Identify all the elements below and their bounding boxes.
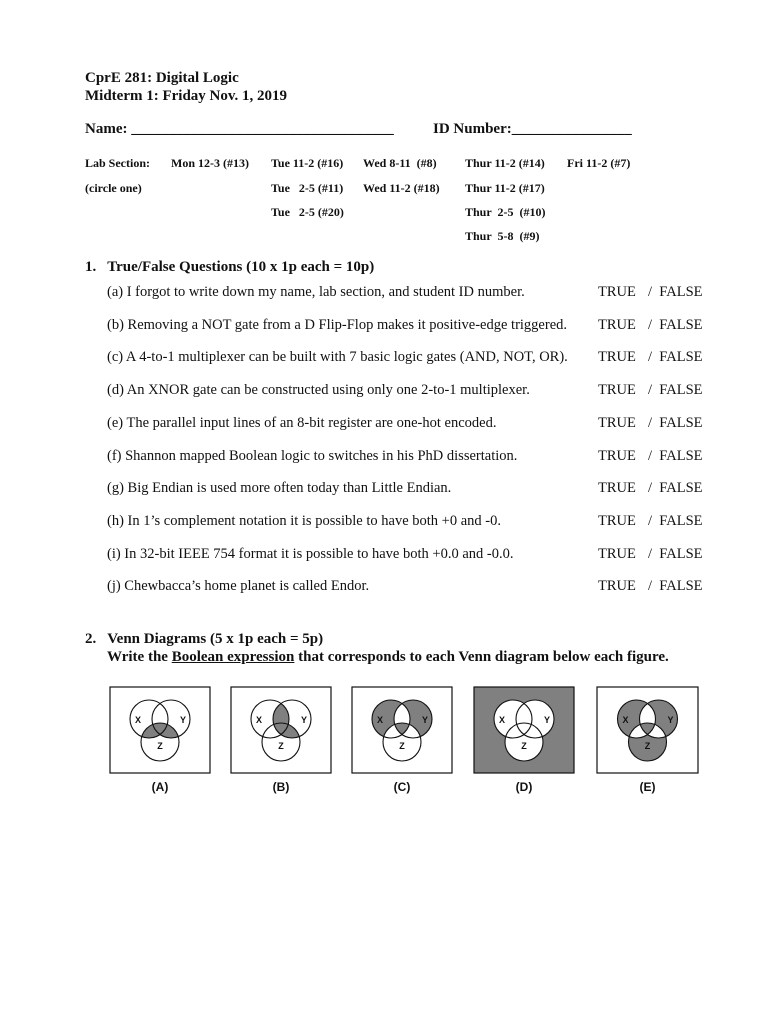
- tf-question-text: (f) Shannon mapped Boolean logic to switches in his PhD dissertation.: [107, 448, 518, 464]
- lab-slot: Thur 11-2 (#17): [465, 181, 545, 195]
- false-option[interactable]: / FALSE: [648, 480, 703, 496]
- true-option[interactable]: TRUE: [598, 349, 636, 365]
- venn-set-label: Z: [521, 741, 527, 751]
- venn-diagrams: [0, 680, 770, 800]
- false-option[interactable]: / FALSE: [648, 382, 703, 398]
- tf-question-text: (a) I forgot to write down my name, lab section, and student ID number.: [107, 284, 525, 300]
- false-option[interactable]: / FALSE: [648, 578, 703, 594]
- circle-one-note: (circle one): [85, 181, 142, 195]
- lab-slot: Mon 12-3 (#13): [171, 156, 249, 170]
- lab-slot: Wed 11-2 (#18): [363, 181, 440, 195]
- true-option[interactable]: TRUE: [598, 382, 636, 398]
- venn-set-label: Z: [644, 741, 651, 751]
- venn-set-label: Y: [667, 715, 674, 725]
- tf-question-text: (j) Chewbacca’s home planet is called Endor.: [107, 578, 370, 594]
- venn-set-label: Z: [399, 741, 405, 751]
- lab-slot: Tue 2-5 (#11): [271, 181, 344, 195]
- lab-section-label: Lab Section:: [85, 156, 151, 170]
- venn-set-label: Z: [278, 741, 284, 751]
- tf-question-text: (i) In 32-bit IEEE 754 format it is possible to have both +0.0 and -0.0.: [107, 546, 514, 562]
- lab-slot: Thur 5-8 (#9): [465, 229, 540, 243]
- lab-slot: Thur 11-2 (#14): [465, 156, 545, 170]
- venn-figure: [597, 687, 698, 794]
- instr-pre: Write the: [107, 649, 172, 665]
- venn-figure: [352, 687, 452, 794]
- true-option[interactable]: TRUE: [598, 284, 636, 300]
- false-option[interactable]: / FALSE: [648, 415, 703, 431]
- false-option[interactable]: / FALSE: [648, 349, 703, 365]
- true-option[interactable]: TRUE: [598, 546, 636, 562]
- venn-set-label: Y: [543, 715, 551, 725]
- course-title: CprE 281: Digital Logic: [85, 70, 239, 86]
- venn-figure: [474, 687, 574, 794]
- instr-underlined: Boolean expression: [171, 649, 295, 665]
- venn-set-label: Y: [179, 715, 187, 725]
- true-option[interactable]: TRUE: [598, 513, 636, 529]
- lab-slot: Thur 2-5 (#10): [465, 205, 546, 219]
- venn-figure: [231, 687, 331, 794]
- venn-figure-caption: (A): [151, 780, 169, 794]
- venn-set-label: X: [622, 715, 629, 725]
- true-option[interactable]: TRUE: [598, 317, 636, 333]
- true-option[interactable]: TRUE: [598, 448, 636, 464]
- lab-slot: Fri 11-2 (#7): [567, 156, 631, 170]
- name-field: Name: ___________________________________: [85, 121, 394, 137]
- venn-set-label: X: [255, 715, 263, 725]
- venn-figure-caption: (B): [272, 780, 290, 794]
- false-option[interactable]: / FALSE: [648, 546, 703, 562]
- section-2-title: 2. Venn Diagrams (5 x 1p each = 5p): [85, 631, 324, 647]
- exam-title: Midterm 1: Friday Nov. 1, 2019: [85, 88, 288, 104]
- venn-set-label: Y: [421, 715, 429, 725]
- instr-post: that corresponds to each Venn diagram below each figure.: [294, 649, 669, 665]
- section-2-instructions: [107, 649, 669, 666]
- lab-slot: Wed 8-11 (#8): [363, 156, 437, 170]
- lab-slot: Tue 11-2 (#16): [271, 156, 344, 170]
- false-option[interactable]: / FALSE: [648, 448, 703, 464]
- section-1-title: 1. True/False Questions (10 x 1p each = 10p): [85, 259, 375, 275]
- false-option[interactable]: / FALSE: [648, 284, 703, 300]
- false-option[interactable]: / FALSE: [648, 513, 703, 529]
- tf-question-text: (c) A 4-to-1 multiplexer can be built with 7 basic logic gates (AND, NOT, OR).: [107, 349, 568, 365]
- tf-question-text: (d) An XNOR gate can be constructed using only one 2-to-1 multiplexer.: [107, 382, 530, 398]
- venn-set-label: X: [376, 715, 384, 725]
- tf-question-text: (g) Big Endian is used more often today than Little Endian.: [107, 480, 452, 496]
- lab-slot: Tue 2-5 (#20): [271, 205, 344, 219]
- venn-figure-caption: (C): [393, 780, 411, 794]
- false-option[interactable]: / FALSE: [648, 317, 703, 333]
- tf-question-text: (e) The parallel input lines of an 8-bit register are one-hot encoded.: [107, 415, 497, 431]
- true-option[interactable]: TRUE: [598, 578, 636, 594]
- venn-set-label: X: [498, 715, 506, 725]
- venn-figure: [110, 687, 210, 794]
- tf-question-text: (h) In 1’s complement notation it is possible to have both +0 and -0.: [107, 513, 501, 529]
- venn-figure-caption: (D): [515, 780, 533, 794]
- true-option[interactable]: TRUE: [598, 415, 636, 431]
- true-option[interactable]: TRUE: [598, 480, 636, 496]
- tf-question-text: (b) Removing a NOT gate from a D Flip-Flop makes it positive-edge triggered.: [107, 317, 568, 333]
- id-number-field: ID Number:________________: [433, 121, 632, 137]
- venn-set-label: Z: [157, 741, 163, 751]
- venn-set-label: Y: [300, 715, 308, 725]
- venn-figure-caption: (E): [639, 780, 656, 794]
- venn-set-label: X: [134, 715, 142, 725]
